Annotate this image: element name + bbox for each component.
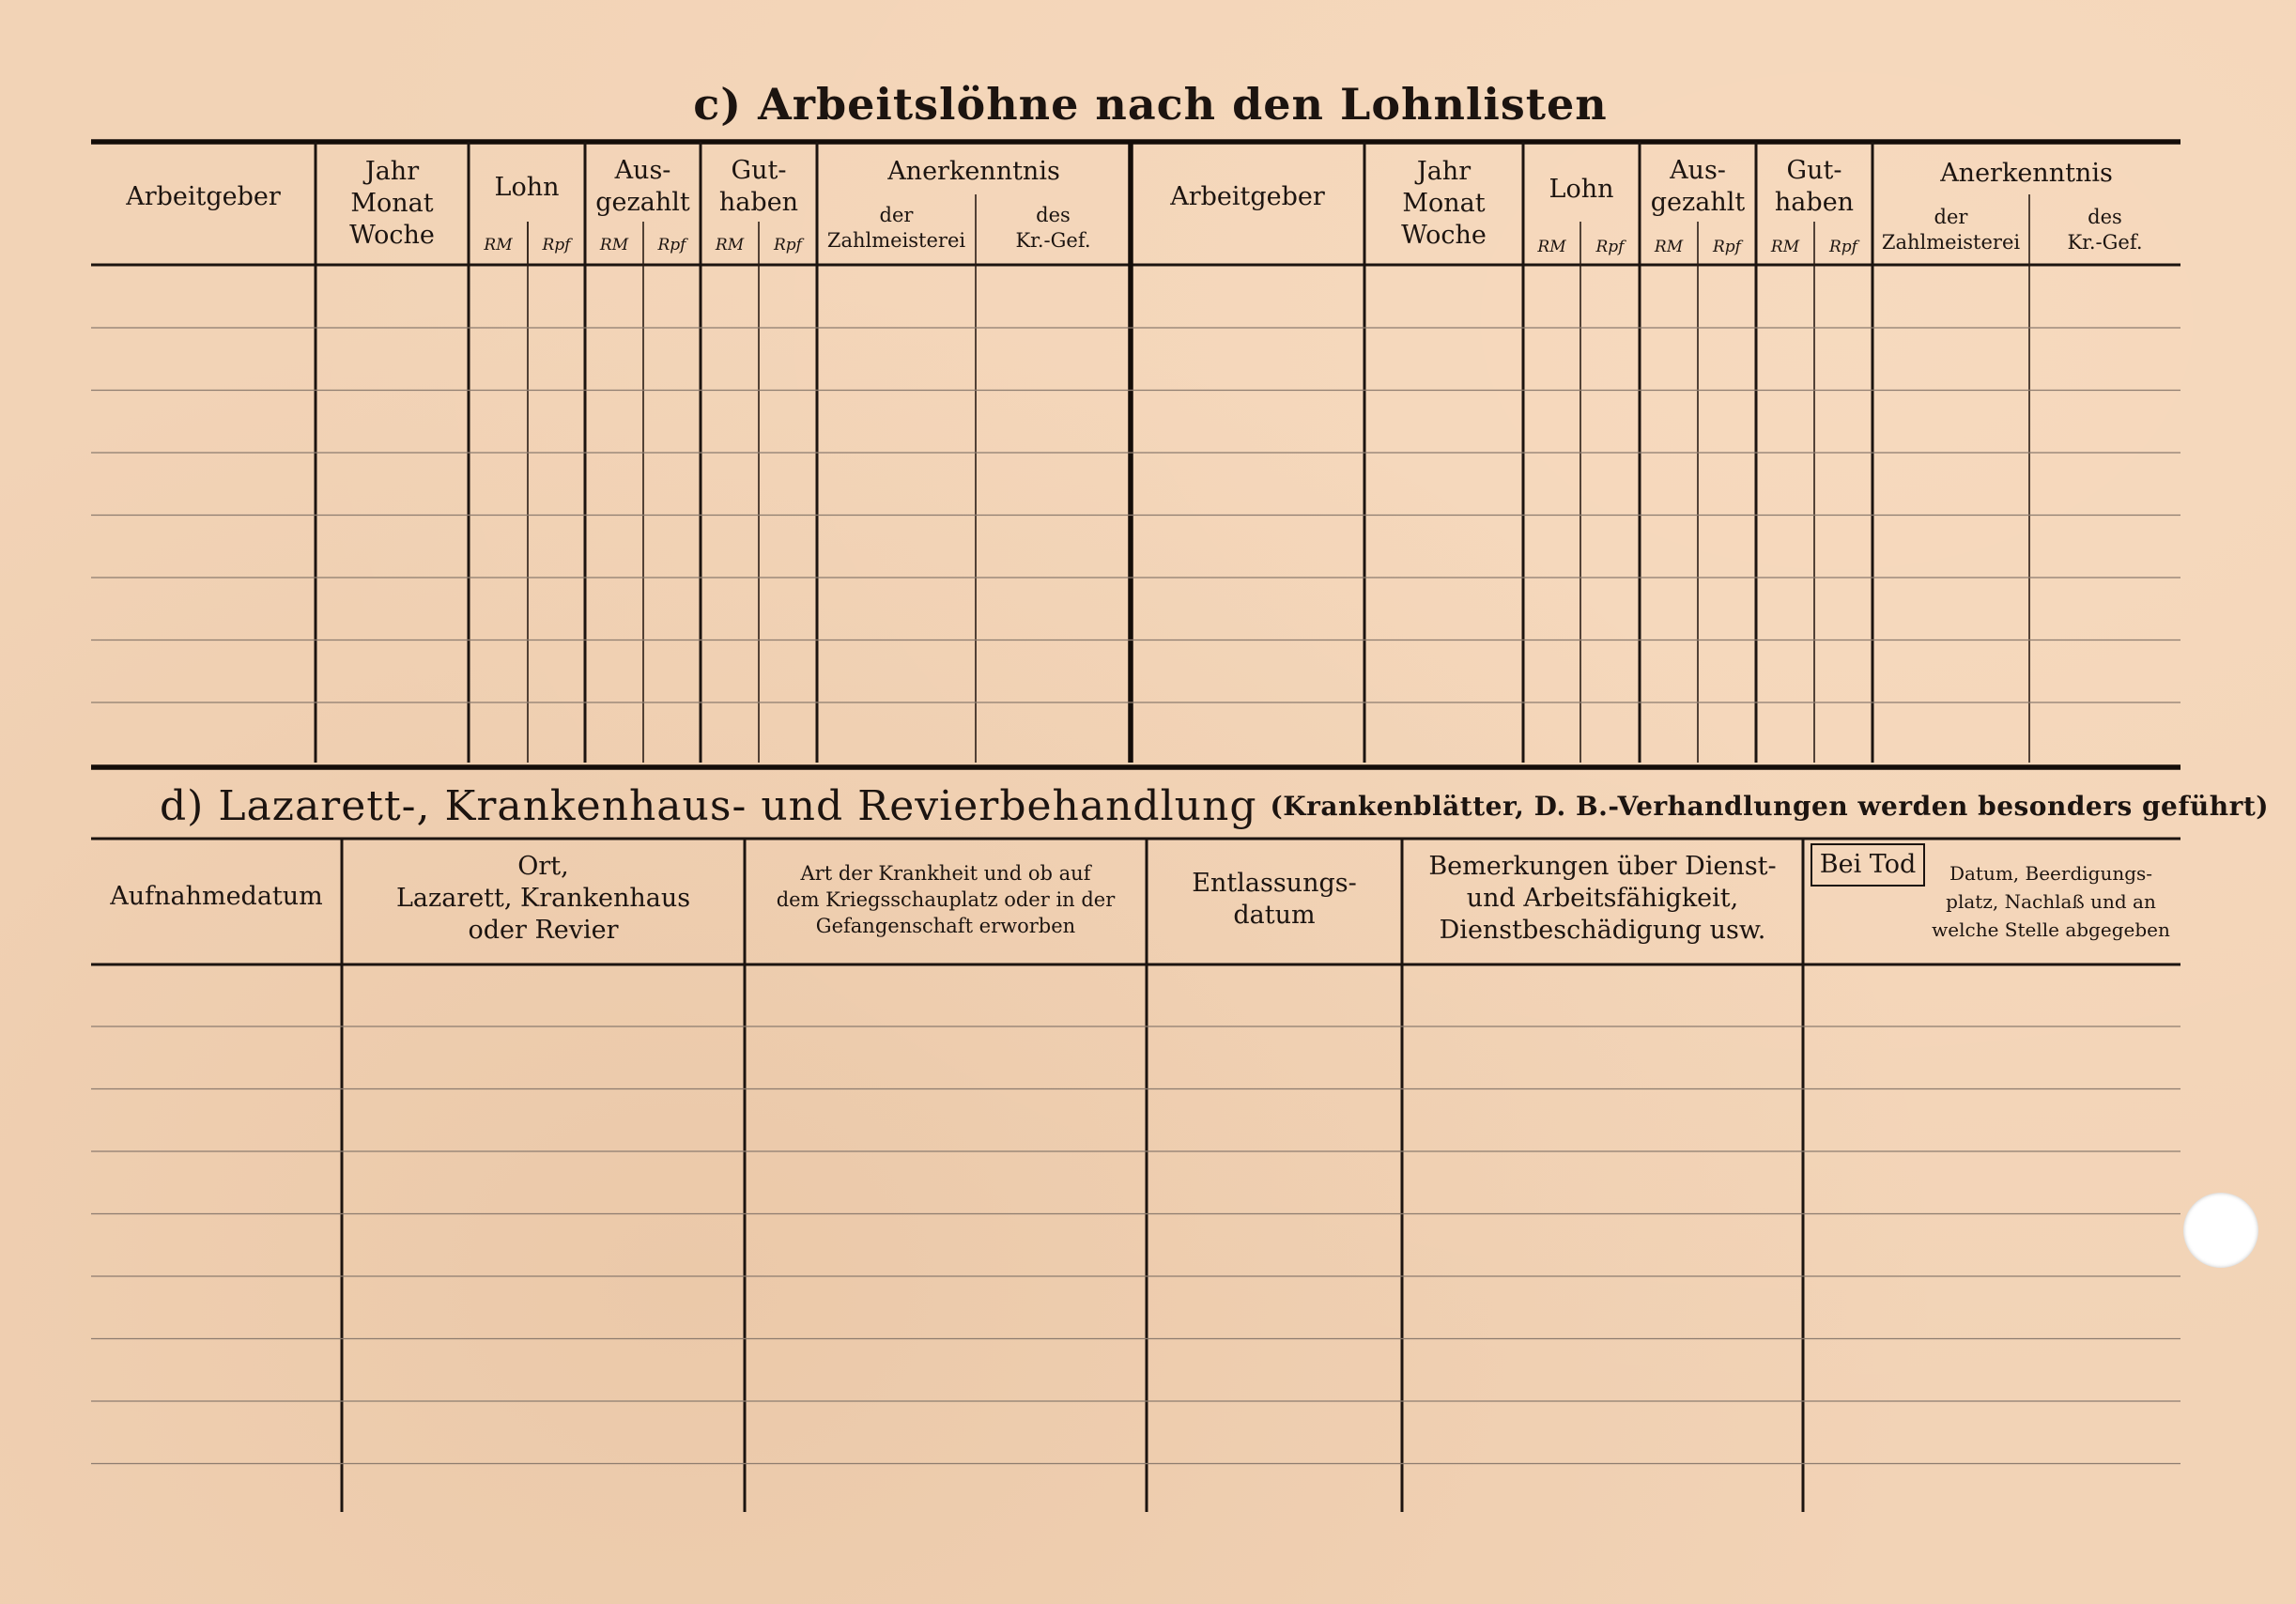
header-datum: datum [1233,901,1316,930]
header-krankheit [745,853,1147,947]
header-des-kr-gef [976,197,1131,259]
header-gut: Gut- [731,156,787,185]
header-krankheit-line3: Gefangenschaft erworben [815,915,1076,937]
header-haben: haben [718,188,799,217]
header-rm: RM [1770,238,1800,256]
header-bemerkungen [1402,847,1803,950]
header-jahr-monat-woche [316,152,469,255]
header-lohn: Lohn [494,173,560,202]
header-bemerkungen-line1: Bemerkungen über Dienst- [1428,852,1777,881]
header-rpf: Rpf [774,236,802,254]
header-datum-beerdigung-line3: welche Stelle abgegeben [1932,918,2170,941]
header-gezahlt: gezahlt [595,188,690,217]
header-der-zahlmeisterei [817,197,976,259]
header-arbeitgeber: Arbeitgeber [126,182,281,211]
header-monat: Monat [1402,189,1486,218]
header-rpf: Rpf [657,236,686,254]
header-der: der [1934,206,1968,228]
header-krankheit-line2: dem Kriegsschauplatz oder in der [776,888,1116,911]
header-ort-line3: oder Revier [468,916,619,945]
header-des: des [1036,204,1071,226]
header-haben: haben [1774,188,1855,217]
header-monat: Monat [350,189,434,218]
header-gut: Gut- [1786,156,1842,185]
header-datum-beerdigung-line2: platz, Nachlaß und an [1946,890,2156,913]
section-c-title: c) Arbeitslöhne nach den Lohnlisten [693,79,1608,130]
header-rm: RM [1654,238,1684,256]
header-jahr: Jahr [1416,157,1472,186]
header-bemerkungen-line3: Dienstbeschädigung usw. [1439,916,1766,945]
header-zahlmeisterei: Zahlmeisterei [1881,231,2021,254]
header-aus: Aus- [614,156,671,185]
header-ausgezahlt [1640,152,1756,222]
punch-hole [2183,1193,2258,1268]
header-bemerkungen-line2: und Arbeitsfähigkeit, [1466,884,1739,913]
header-gezahlt: gezahlt [1650,188,1746,217]
header-entlassungsdatum [1147,862,1402,937]
header-rpf: Rpf [1713,238,1741,256]
header-anerkenntnis: Anerkenntnis [1940,159,2113,188]
header-krankheit-line1: Art der Krankheit und ob auf [800,862,1091,885]
header-aufnahmedatum: Aufnahmedatum [110,882,323,911]
header-datum-beerdigung [1919,855,2182,949]
section-d-title: d) Lazarett-, Krankenhaus- und Revierbehandlung [160,781,1257,830]
header-guthaben [1756,152,1872,222]
header-ort-line1: Ort, [517,852,569,881]
header-zahlmeisterei: Zahlmeisterei [826,229,966,252]
header-rm: RM [599,236,629,254]
header-bei-tod: Bei Tod [1811,843,1925,887]
header-lohn: Lohn [1549,175,1614,204]
header-des-kr-gef [2029,199,2180,261]
header-rpf: Rpf [1595,238,1625,256]
header-rpf: Rpf [542,236,571,254]
header-kr-gef: Kr.-Gef. [1015,229,1091,252]
header-kr-gef: Kr.-Gef. [2067,231,2143,254]
header-datum-beerdigung-line1: Datum, Beerdigungs- [1949,862,2153,885]
section-d-title-row [160,779,2270,832]
header-rm: RM [1537,238,1566,256]
header-guthaben [701,152,817,222]
header-der-zahlmeisterei [1872,199,2029,261]
header-entlassungs: Entlassungs- [1192,869,1357,898]
header-woche: Woche [349,221,435,250]
header-woche: Woche [1401,221,1487,250]
header-der: der [879,204,914,226]
header-rpf: Rpf [1829,238,1857,256]
header-arbeitgeber: Arbeitgeber [1170,182,1325,211]
header-rm: RM [715,236,745,254]
header-anerkenntnis: Anerkenntnis [887,157,1060,186]
header-des: des [2088,206,2122,228]
header-ausgezahlt [585,152,701,222]
header-aus: Aus- [1670,156,1726,185]
header-ort-line2: Lazarett, Krankenhaus [395,884,691,913]
header-jahr-monat-woche [1364,152,1523,255]
section-d-note: (Krankenblätter, D. B.-Verhandlungen werden besonders geführt) [1270,790,2270,822]
header-rm: RM [484,236,513,254]
header-ort [342,847,745,950]
header-jahr: Jahr [364,157,420,186]
